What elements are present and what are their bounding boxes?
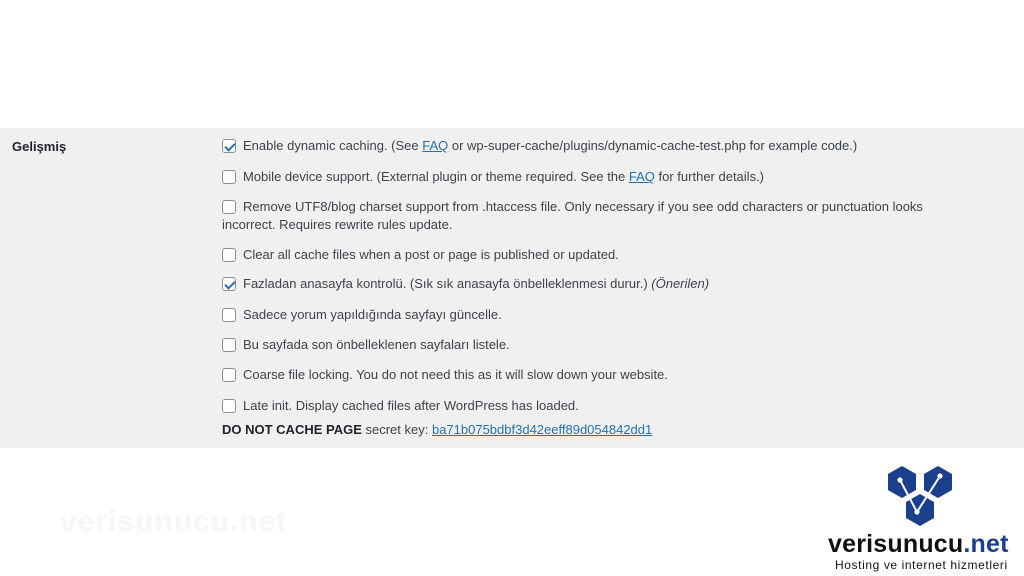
option-coarse-file-locking[interactable] xyxy=(222,366,952,384)
secret-key-row xyxy=(222,421,952,439)
faq-link[interactable]: FAQ xyxy=(628,169,655,184)
secret-key-label: DO NOT CACHE PAGE xyxy=(222,422,362,437)
option-list-cached-pages[interactable] xyxy=(222,336,952,354)
option-dynamic-caching[interactable] xyxy=(222,137,952,155)
option-late-init[interactable] xyxy=(222,397,952,415)
option-clear-cache-on-publish[interactable] xyxy=(222,246,952,264)
checkbox[interactable] xyxy=(222,338,236,352)
option-text: for further details.) xyxy=(654,169,765,184)
option-text: Sadece yorum yapıldığında sayfayı güncelle. xyxy=(243,307,502,322)
brand-logo xyxy=(828,464,1018,574)
option-extra-homepage-check[interactable] xyxy=(222,275,952,293)
brand-tagline: Hosting ve internet hizmetleri xyxy=(835,558,1008,572)
faq-link[interactable]: FAQ xyxy=(422,138,449,153)
hexagon-logo-icon xyxy=(884,464,956,530)
checkbox[interactable] xyxy=(222,308,236,322)
checkbox-checked[interactable] xyxy=(222,277,236,291)
secret-key-link[interactable]: ba71b075bdbf3d42eeff89d054842dd1 xyxy=(431,422,653,437)
option-text: Enable dynamic caching. (See xyxy=(243,138,423,153)
option-text: Remove UTF8/blog charset support from .htaccess file. Only necessary if you see odd characters or punctuation looks incorrect. Requires rewrite rules update. xyxy=(222,199,923,232)
option-text: or wp-super-cache/plugins/dynamic-cache-test.php for example code.) xyxy=(448,138,858,153)
option-text: Bu sayfada son önbelleklenen sayfaları listele. xyxy=(243,337,510,352)
option-text: Coarse file locking. You do not need this as it will slow down your website. xyxy=(243,367,668,382)
checkbox[interactable] xyxy=(222,368,236,382)
option-refresh-on-comment[interactable] xyxy=(222,306,952,324)
option-text: Mobile device support. (External plugin or theme required. See the xyxy=(243,169,629,184)
brand-tld: .net xyxy=(963,530,1009,558)
checkbox[interactable] xyxy=(222,170,236,184)
option-text: Late init. Display cached files after WordPress has loaded. xyxy=(243,398,579,413)
option-text: Clear all cache files when a post or page is published or updated. xyxy=(243,247,619,262)
faded-watermark: verisunucu.net xyxy=(60,505,288,538)
brand-name: verisunucu.net xyxy=(828,530,1009,558)
recommended-note: (Önerilen) xyxy=(651,276,710,291)
secret-key-text: secret key: xyxy=(361,422,432,437)
section-label: Gelişmiş xyxy=(12,139,67,154)
option-remove-utf8[interactable] xyxy=(222,198,952,234)
option-mobile-support[interactable] xyxy=(222,168,952,186)
checkbox[interactable] xyxy=(222,399,236,413)
checkbox-checked[interactable] xyxy=(222,139,236,153)
option-text: Fazladan anasayfa kontrolü. (Sık sık anasayfa önbelleklenmesi durur.) xyxy=(243,276,652,291)
checkbox[interactable] xyxy=(222,248,236,262)
checkbox[interactable] xyxy=(222,200,236,214)
advanced-settings-panel xyxy=(0,128,1024,448)
